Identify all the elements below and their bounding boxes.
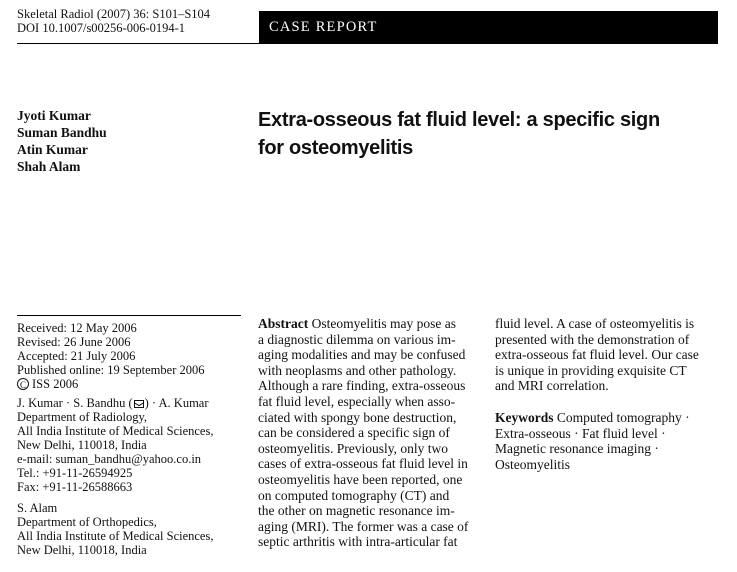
keyword-line: Extra-osseous · Fat fluid level · bbox=[495, 425, 666, 441]
abstract-line: cases of extra-osseous fat fluid level in bbox=[258, 456, 468, 472]
section-banner: CASE REPORT bbox=[259, 11, 718, 44]
affiliation-line: New Delhi, 110018, India bbox=[17, 438, 147, 452]
abstract-line: fluid level. A case of osteomyelitis is bbox=[495, 316, 695, 331]
affiliation-line: Department of Radiology, bbox=[17, 410, 148, 424]
affiliation-line: S. Alam bbox=[17, 501, 58, 515]
affiliation-line: All India Institute of Medical Sciences, bbox=[17, 529, 214, 543]
copyright-text: ISS 2006 bbox=[32, 377, 79, 391]
envelope-icon bbox=[134, 400, 144, 408]
author-name: Suman Bandhu bbox=[17, 125, 107, 140]
title-line: for osteomyelitis bbox=[258, 137, 413, 159]
published-date: Published online: 19 September 2006 bbox=[17, 363, 205, 377]
title-line: Extra-osseous fat fluid level: a specific sign bbox=[258, 109, 660, 131]
abstract-line: is unique in providing exquisite CT bbox=[495, 362, 687, 378]
email-line: e-mail: suman_bandhu@yahoo.co.in bbox=[17, 452, 202, 466]
abstract-continued-column bbox=[495, 316, 699, 394]
author-name: Shah Alam bbox=[17, 159, 81, 174]
revised-date: Revised: 26 June 2006 bbox=[17, 335, 131, 349]
author-credits bbox=[17, 396, 245, 410]
copyright-icon: C bbox=[17, 378, 29, 390]
keywords-heading: Keywords bbox=[495, 410, 554, 425]
abstract-line: Although a rare finding, extra-osseous bbox=[258, 378, 466, 394]
article-dates bbox=[17, 321, 245, 391]
author-name: Jyoti Kumar bbox=[17, 108, 91, 123]
article-title bbox=[258, 106, 720, 162]
abstract-line: osteomyelitis. Previously, only two bbox=[258, 440, 448, 456]
abstract-line: the other on magnetic resonance im- bbox=[258, 503, 455, 519]
abstract-line: ciated with spongy bone destruction, bbox=[258, 409, 457, 425]
abstract-column bbox=[258, 316, 468, 550]
left-column-rule bbox=[17, 315, 241, 316]
header-rule bbox=[17, 43, 259, 44]
keyword-line: Osteomyelitis bbox=[495, 456, 570, 472]
abstract-line: can be considered a specific sign of bbox=[258, 425, 450, 441]
keywords-first-line bbox=[495, 410, 690, 426]
abstract-text: Osteomyelitis may pose as bbox=[311, 316, 456, 331]
affiliation-line: Department of Orthopedics, bbox=[17, 515, 157, 529]
keyword-line: Magnetic resonance imaging · bbox=[495, 441, 659, 457]
abstract-line: aging modalities and may be confused bbox=[258, 347, 466, 363]
author-list bbox=[17, 107, 107, 175]
journal-doi: DOI 10.1007/s00256-006-0194-1 bbox=[17, 21, 186, 35]
affiliation-line: All India Institute of Medical Sciences, bbox=[17, 424, 214, 438]
abstract-line: septic arthritis with intra-articular fat bbox=[258, 534, 458, 550]
abstract-line: presented with the demonstration of bbox=[495, 331, 690, 347]
corresponding-affiliation bbox=[17, 396, 245, 494]
keyword-text: Computed tomography · bbox=[556, 410, 690, 425]
abstract-line: a diagnostic dilemma on various im- bbox=[258, 331, 456, 347]
abstract-line: aging (MRI). The former was a case of bbox=[258, 518, 469, 534]
abstract-line: osteomyelitis have been reported, one bbox=[258, 471, 463, 487]
credits-part: J. Kumar · S. Bandhu ( bbox=[17, 396, 133, 410]
abstract-line: extra-osseous fat fluid level. Our case bbox=[495, 347, 699, 363]
copyright-line bbox=[17, 377, 245, 391]
journal-reference bbox=[17, 7, 210, 35]
fax-line: Fax: +91-11-26588663 bbox=[17, 480, 133, 494]
abstract-first-line bbox=[258, 316, 468, 332]
phone-line: Tel.: +91-11-26594925 bbox=[17, 466, 133, 480]
journal-citation: Skeletal Radiol (2007) 36: S101–S104 bbox=[17, 7, 211, 21]
author-name: Atin Kumar bbox=[17, 142, 88, 157]
accepted-date: Accepted: 21 July 2006 bbox=[17, 349, 136, 363]
keywords-block bbox=[495, 410, 690, 472]
affiliation-line: New Delhi, 110018, India bbox=[17, 543, 147, 557]
abstract-heading: Abstract bbox=[258, 316, 309, 331]
credits-part: ) · A. Kumar bbox=[144, 396, 209, 410]
received-date: Received: 12 May 2006 bbox=[17, 321, 137, 335]
abstract-line: and MRI correlation. bbox=[495, 378, 609, 394]
abstract-line: fat fluid level, especially when asso- bbox=[258, 393, 456, 409]
abstract-line: with neoplasms and other pathology. bbox=[258, 362, 457, 378]
abstract-line: on computed tomography (CT) and bbox=[258, 487, 450, 503]
second-affiliation bbox=[17, 501, 245, 557]
